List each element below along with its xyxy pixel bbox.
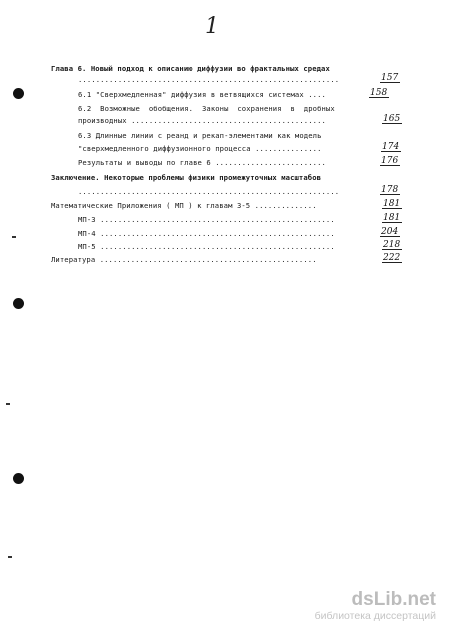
toc-page: 218 <box>383 240 401 250</box>
toc-section-6-2: 6.2 Возможные обобщения. Законы сохранения в дробных <box>78 104 335 113</box>
watermark-subtitle: библиотека диссертаций <box>314 610 436 622</box>
toc-chapter-6-title: Глава 6. Новый подход к описанию диффузии во фрактальных средах <box>51 64 330 73</box>
toc-appendix-mp5: МП-5 ..................................................... <box>78 242 335 251</box>
watermark-brand: dsLib.net <box>351 589 436 610</box>
toc-page: 157 <box>381 73 399 83</box>
toc-leader: ........................................................... <box>78 75 340 84</box>
toc-page: 181 <box>383 199 401 209</box>
toc-section-6-3-cont: "сверхмедленного диффузионного процесса ............... <box>78 144 322 153</box>
toc-page: 181 <box>383 213 401 223</box>
toc-math-appendices: Математические Приложения ( МП ) к главам 3-5 .............. <box>51 201 317 210</box>
punch-hole <box>13 473 24 484</box>
page-number: 1 <box>205 14 219 39</box>
toc-section-6-2-cont: производных ............................................ <box>78 116 326 125</box>
toc-section-6-1: 6.1 "Сверхмедленная" диффузия в ветвящихся системах .... <box>78 90 326 99</box>
scan-mark <box>6 403 10 405</box>
toc-page: 204 <box>381 227 399 237</box>
toc-page: 178 <box>381 185 399 195</box>
scan-mark <box>8 556 12 558</box>
toc-bibliography: Литература ................................................. <box>51 255 317 264</box>
toc-appendix-mp4: МП-4 ..................................................... <box>78 229 335 238</box>
toc-section-6-3: 6.3 Длинные линии с реанд и рекап-элементами как модель <box>78 131 322 140</box>
punch-hole <box>13 88 24 99</box>
toc-page: 222 <box>383 253 401 263</box>
toc-page: 176 <box>381 156 399 166</box>
watermark <box>315 590 436 623</box>
toc-leader: ........................................................... <box>78 187 340 196</box>
toc-page: 158 <box>370 88 388 98</box>
toc-conclusion-title: Заключение. Некоторые проблемы физики промежуточных масштабов <box>51 173 322 182</box>
toc-results-chapter-6: Результаты и выводы по главе 6 ......................... <box>78 158 326 167</box>
toc-page: 165 <box>383 114 401 124</box>
toc-page: 174 <box>382 142 400 152</box>
scan-mark <box>12 236 16 238</box>
punch-hole <box>13 298 24 309</box>
toc-appendix-mp3: МП-3 ..................................................... <box>78 215 335 224</box>
